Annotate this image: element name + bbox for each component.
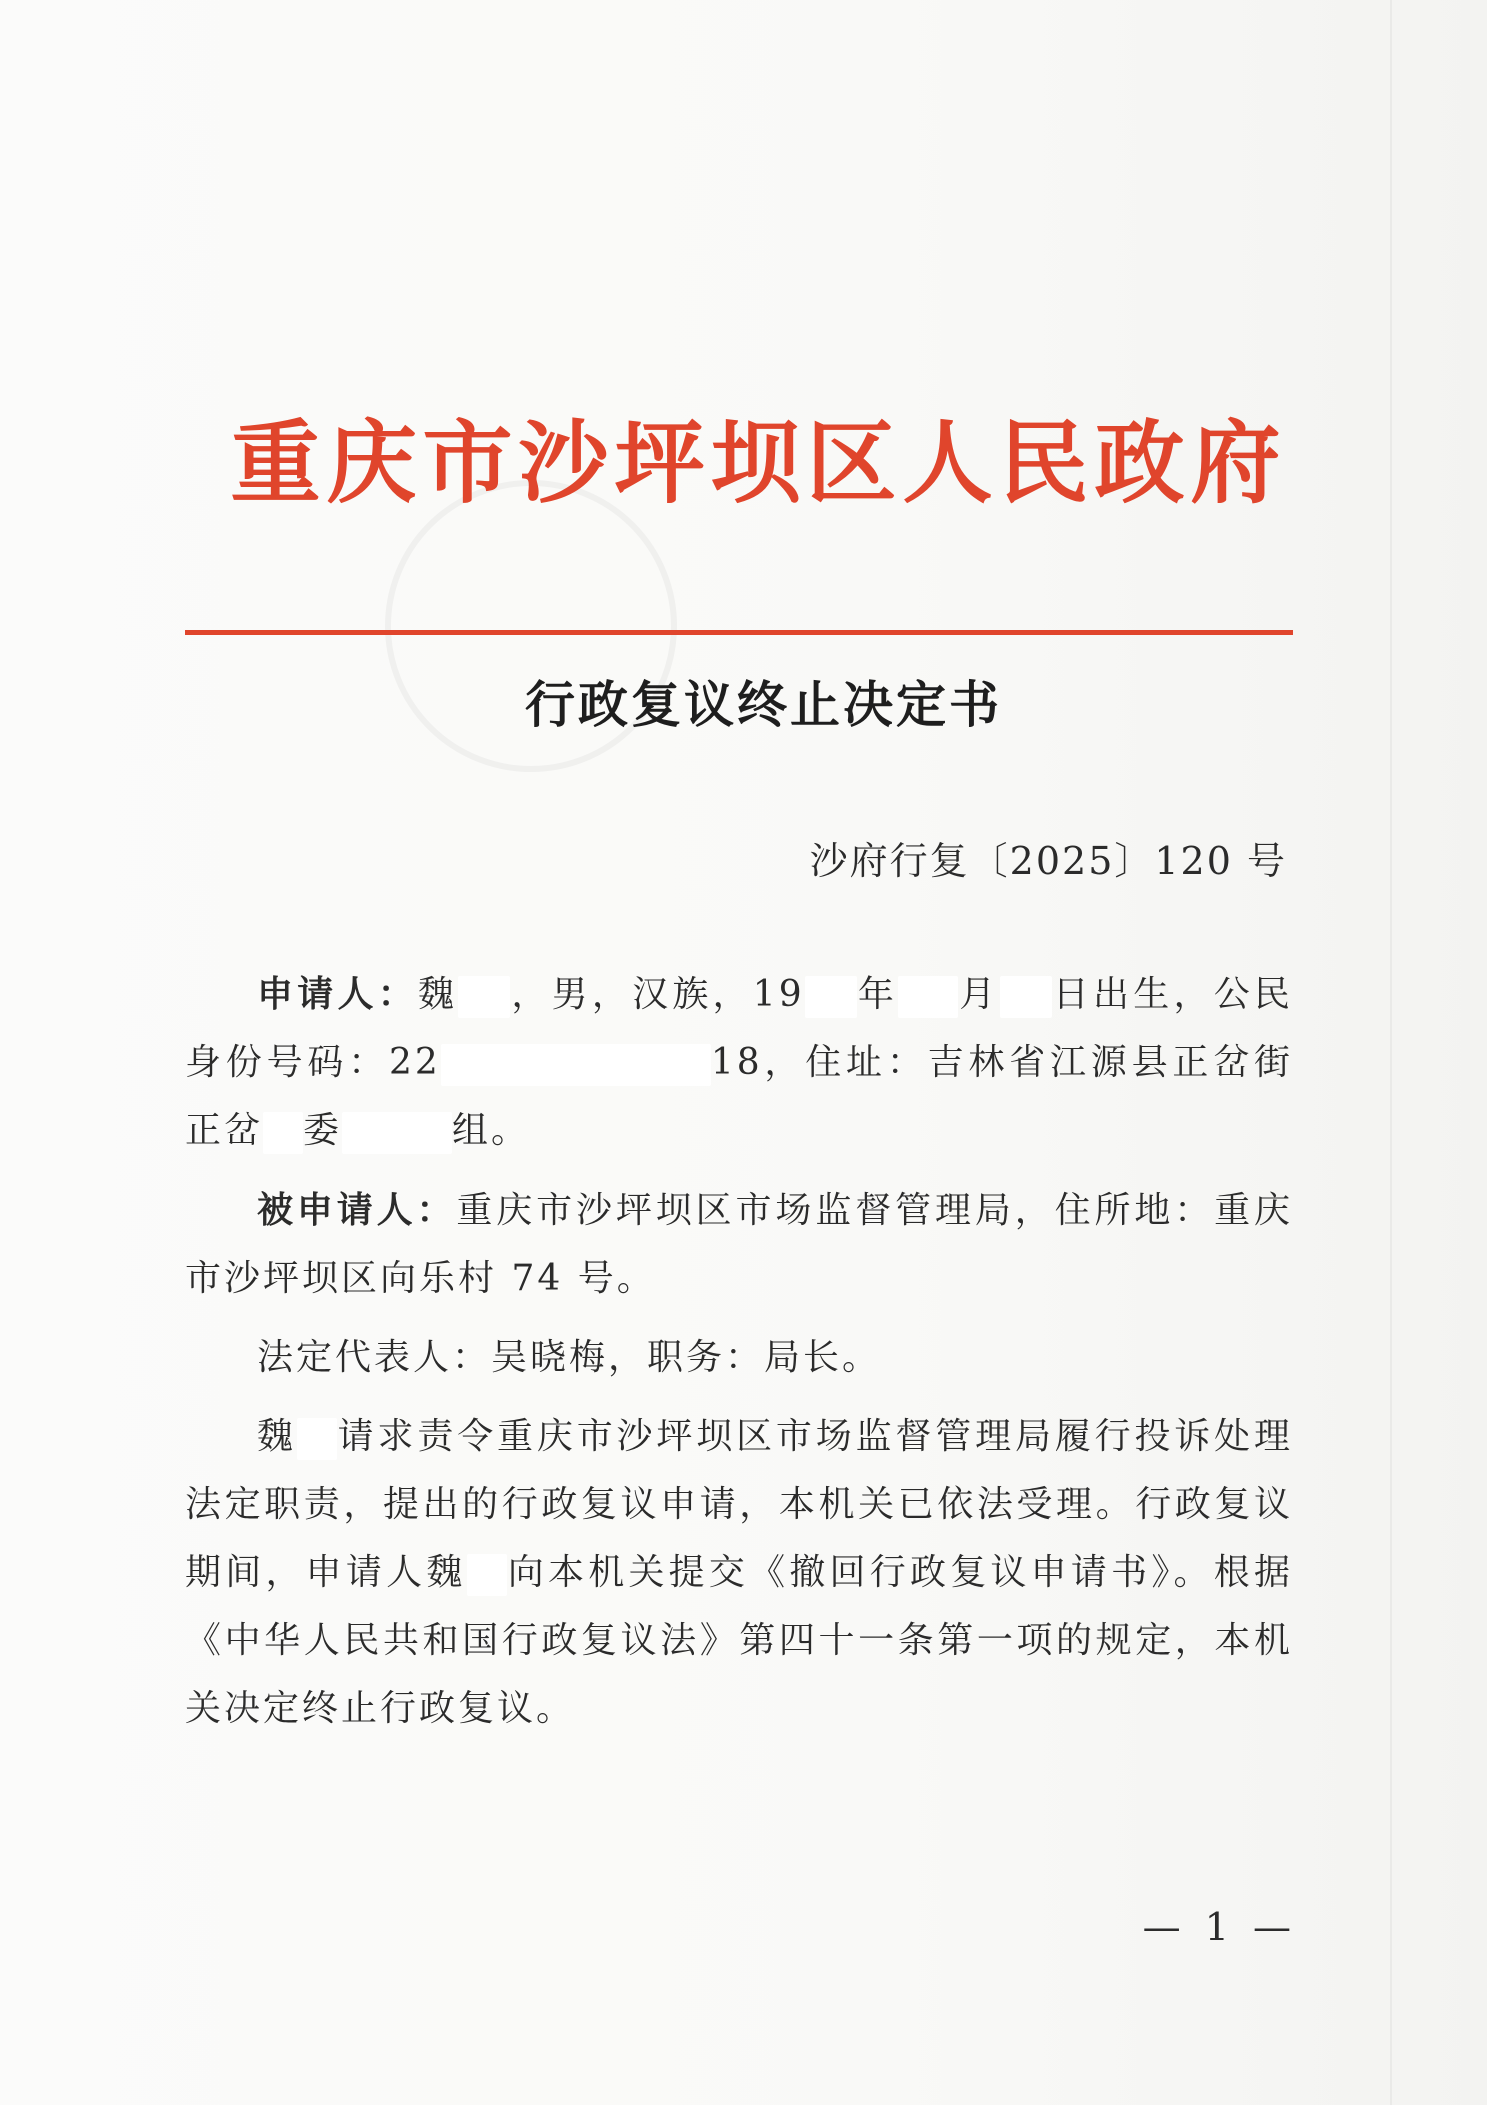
address-part3: 组。 <box>452 1110 531 1151</box>
redaction <box>1000 976 1052 1018</box>
applicant-label: 申请人： <box>257 973 418 1015</box>
legal-rep-paragraph: 法定代表人：吴晓梅，职务：局长。 <box>257 1337 882 1378</box>
respondent-label: 被申请人： <box>257 1189 457 1231</box>
applicant-gender: ，男，汉族， <box>510 974 753 1015</box>
redaction <box>898 976 958 1018</box>
redaction <box>805 976 857 1018</box>
address-label: ，住址：吉林省江源县正岔街正岔 <box>185 1042 1293 1151</box>
decision-part1: 魏 <box>257 1416 297 1457</box>
document-body <box>185 960 1293 1754</box>
applicant-name: 魏 <box>417 974 459 1015</box>
respondent-text: 重庆市沙坪坝区市场监督管理局，住所地：重庆市沙坪坝区向乐村 74 号。 <box>185 1190 1293 1299</box>
redaction <box>342 1112 452 1154</box>
id-suffix: 18 <box>710 1042 763 1083</box>
decision-part3: 向本机关提交《撤回行政复议申请书》。根据《中华人民共和国行政复议法》第四十一条第一项的规定，本机关决定终止行政复议。 <box>185 1552 1293 1729</box>
month-char: 月 <box>958 974 1000 1015</box>
issuer-header: 重庆市沙坪坝区人民政府 <box>230 410 1287 516</box>
applicant-paragraph <box>185 960 1293 1165</box>
redaction <box>263 1112 303 1154</box>
birth-suffix: 日出生，公民身份号码： <box>185 974 1293 1083</box>
redaction <box>458 976 510 1018</box>
birth-year: 19 <box>752 974 805 1015</box>
document-title: 行政复议终止决定书 <box>525 675 1002 734</box>
decision-paragraph <box>185 1403 1293 1743</box>
paper-fold <box>1390 0 1392 2105</box>
document-number: 沙府行复〔2025〕120 号 <box>809 839 1287 883</box>
id-prefix: 22 <box>389 1042 441 1083</box>
redaction <box>441 1044 711 1086</box>
year-char: 年 <box>856 974 899 1015</box>
redaction <box>467 1554 507 1596</box>
red-divider <box>185 630 1293 635</box>
address-part2: 委 <box>303 1110 343 1151</box>
respondent-paragraph <box>185 1176 1293 1313</box>
decision-part2: 请求责令重庆市沙坪坝区市场监督管理局履行投诉处理法定职责，提出的行政复议申请，本机关已依法受理。行政复议期间，申请人魏 <box>185 1416 1293 1593</box>
redaction <box>297 1418 337 1460</box>
page-number: — 1 — <box>1142 1905 1297 1949</box>
